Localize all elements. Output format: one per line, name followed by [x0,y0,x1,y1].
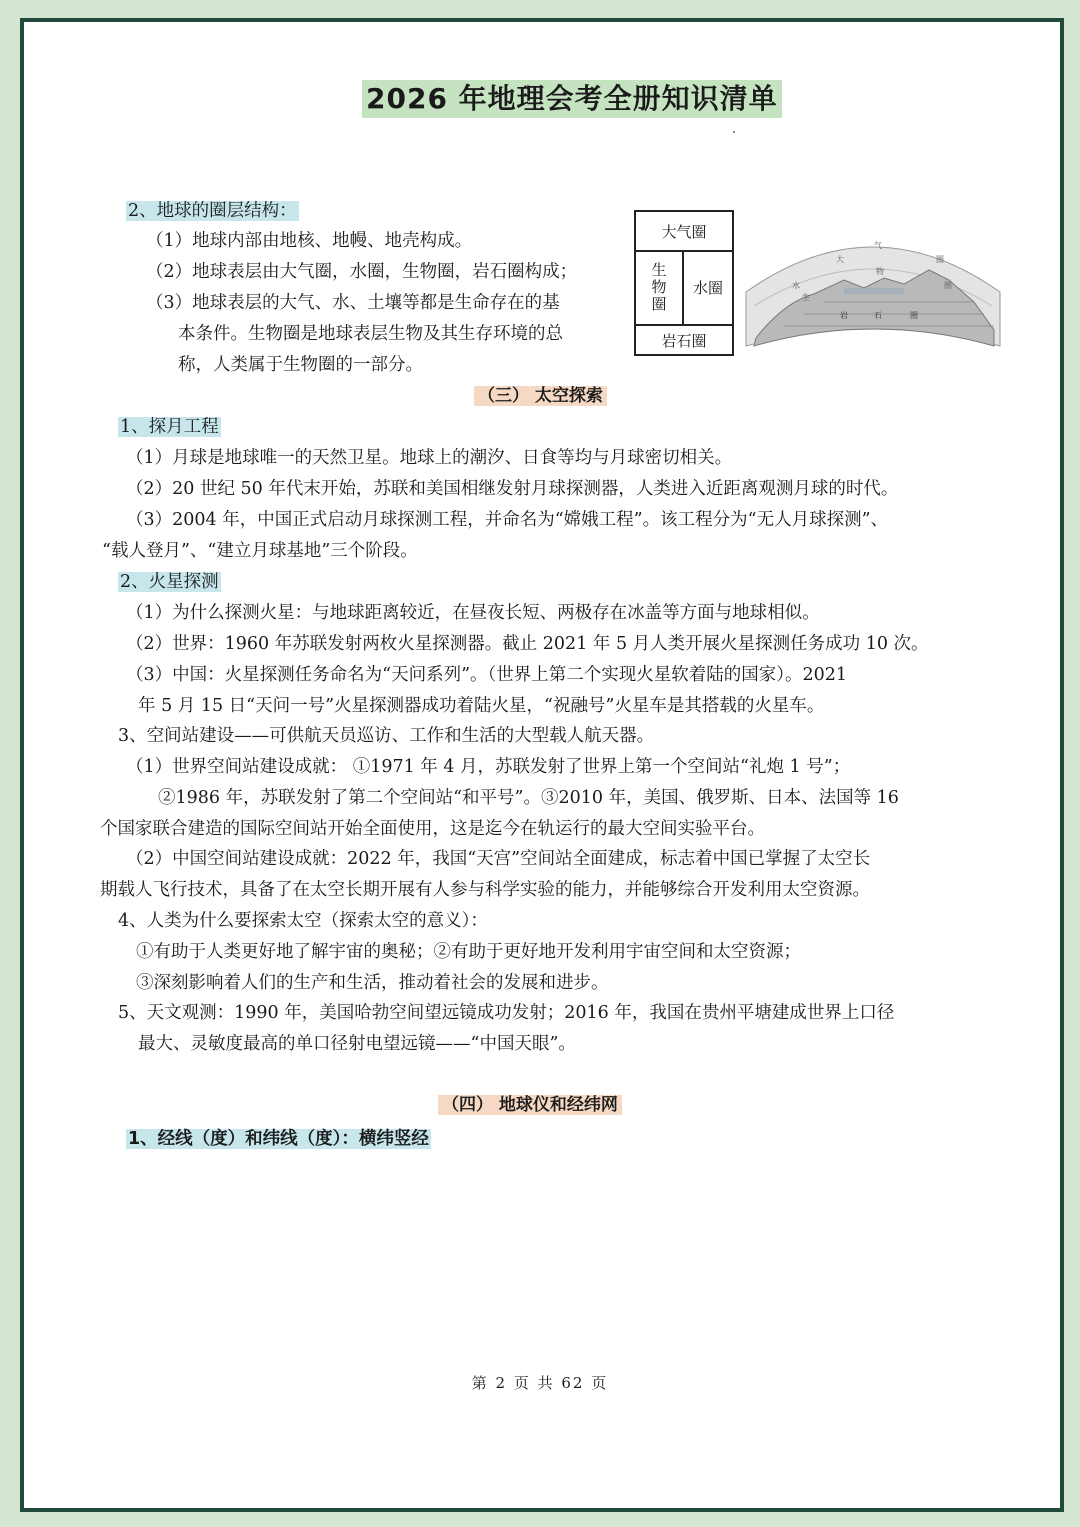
astro-line: 5、天文观测：1990 年，美国哈勃空间望远镜成功发射；2016 年，我国在贵州平塘建成世界上口径 [118,1003,895,1023]
earth-layers-line: （3）地球表层的大气、水、土壤等都是生命存在的基 [146,293,560,313]
moon-heading: 1、探月工程 [120,417,219,437]
arc-label: 气 [874,241,882,250]
station-line: 期载人飞行技术，具备了在太空长期开展有人参与科学实验的能力，并能够综合开发利用太空资源。 [100,880,870,900]
arc-label: 圈 [936,255,944,264]
earth-sphere-illustration [744,222,1002,354]
section-heading-globe: （四） 地球仪和经纬网 [438,1092,622,1118]
arc-label: 圈 [910,311,918,320]
mars-line: 年 5 月 15 日“天问一号”火星探测器成功着陆火星，“祝融号”火星车是其搭载的火星车。 [138,696,825,716]
mars-line: （1）为什么探测火星：与地球距离较近，在昼夜长短、两极存在冰盖等方面与地球相似。 [126,603,820,623]
arc-label: 岩 [840,311,848,320]
sphere-structure-diagram [634,210,734,356]
station-heading: 3、空间站建设——可供航天员巡访、工作和生活的大型载人航天器。 [118,726,655,746]
arc-label: 物 [876,267,884,276]
mars-line: （2）世界：1960 年苏联发射两枚火星探测器。截止 2021 年 5 月人类开展火星探测任务成功 10 次。 [126,634,929,654]
moon-line: “载人登月”、“建立月球基地”三个阶段。 [102,541,418,561]
arc-label: 大 [836,255,844,264]
earth-layers-heading: 2、地球的圈层结构： [128,201,297,221]
earth-layers-line: 称，人类属于生物圈的一部分。 [178,355,423,375]
page-footer: 第 2 页 共 62 页 [471,1374,609,1392]
mars-line: （3）中国：火星探测任务命名为“天问系列”。（世界上第二个实现火星软着陆的国家）。2021 [126,665,848,685]
moon-line: （3）2004 年，中国正式启动月球探测工程，并命名为“嫦娥工程”。该工程分为“无人月球探测”、 [126,510,889,530]
why-line: ①有助于人类更好地了解宇宙的奥秘；②有助于更好地开发利用宇宙空间和太空资源； [136,942,801,962]
station-line: ②1986 年，苏联发射了第二个空间站“和平号”。③2010 年，美国、俄罗斯、日本、法国等 16 [158,788,899,808]
why-heading: 4、人类为什么要探索太空（探索太空的意义）： [118,911,488,931]
mars-heading: 2、火星探测 [120,572,219,592]
atmosphere-cell: 大气圈 [636,212,732,252]
hydrosphere-cell: 水圈 [684,250,732,326]
arc-label: 水 [792,281,800,290]
section-heading-space: （三） 太空探索 [474,383,607,409]
why-line: ③深刻影响着人们的生产和生活，推动着社会的发展和进步。 [136,973,609,993]
moon-line: （2）20 世纪 50 年代末开始，苏联和美国相继发射月球探测器，人类进入近距离观测月球的时代。 [126,479,899,499]
station-line: 个国家联合建造的国际空间站开始全面使用，这是迄今在轨运行的最大空间实验平台。 [100,819,765,839]
page-title: 2026 年地理会考全册知识清单 [362,80,782,118]
station-line: （1）世界空间站建设成就： ①1971 年 4 月，苏联发射了世界上第一个空间站“礼炮 1 号”； [126,757,851,777]
biosphere-cell: 生物圈 [636,250,684,326]
lithosphere-cell: 岩石圈 [661,331,707,350]
globe-subheading: 1、经线（度）和纬线（度）：横纬竖经 [128,1129,429,1149]
earth-layers-line: （2）地球表层由大气圈，水圈，生物圈，岩石圈构成； [146,262,578,282]
arc-label: 石 [874,311,882,320]
moon-line: （1）月球是地球唯一的天然卫星。地球上的潮汐、日食等均与月球密切相关。 [126,448,733,468]
arc-label: 圈 [944,281,952,290]
arc-label: 生 [802,293,810,302]
dot-mark [733,131,735,133]
earth-layers-line: 本条件。生物圈是地球表层生物及其生存环境的总 [178,324,563,344]
station-line: （2）中国空间站建设成就：2022 年，我国“天宫”空间站全面建成，标志着中国已掌握了太空长 [126,849,871,869]
earth-layers-line: （1）地球内部由地核、地幔、地壳构成。 [146,231,473,251]
astro-line: 最大、灵敏度最高的单口径射电望远镜——“中国天眼”。 [138,1034,576,1054]
